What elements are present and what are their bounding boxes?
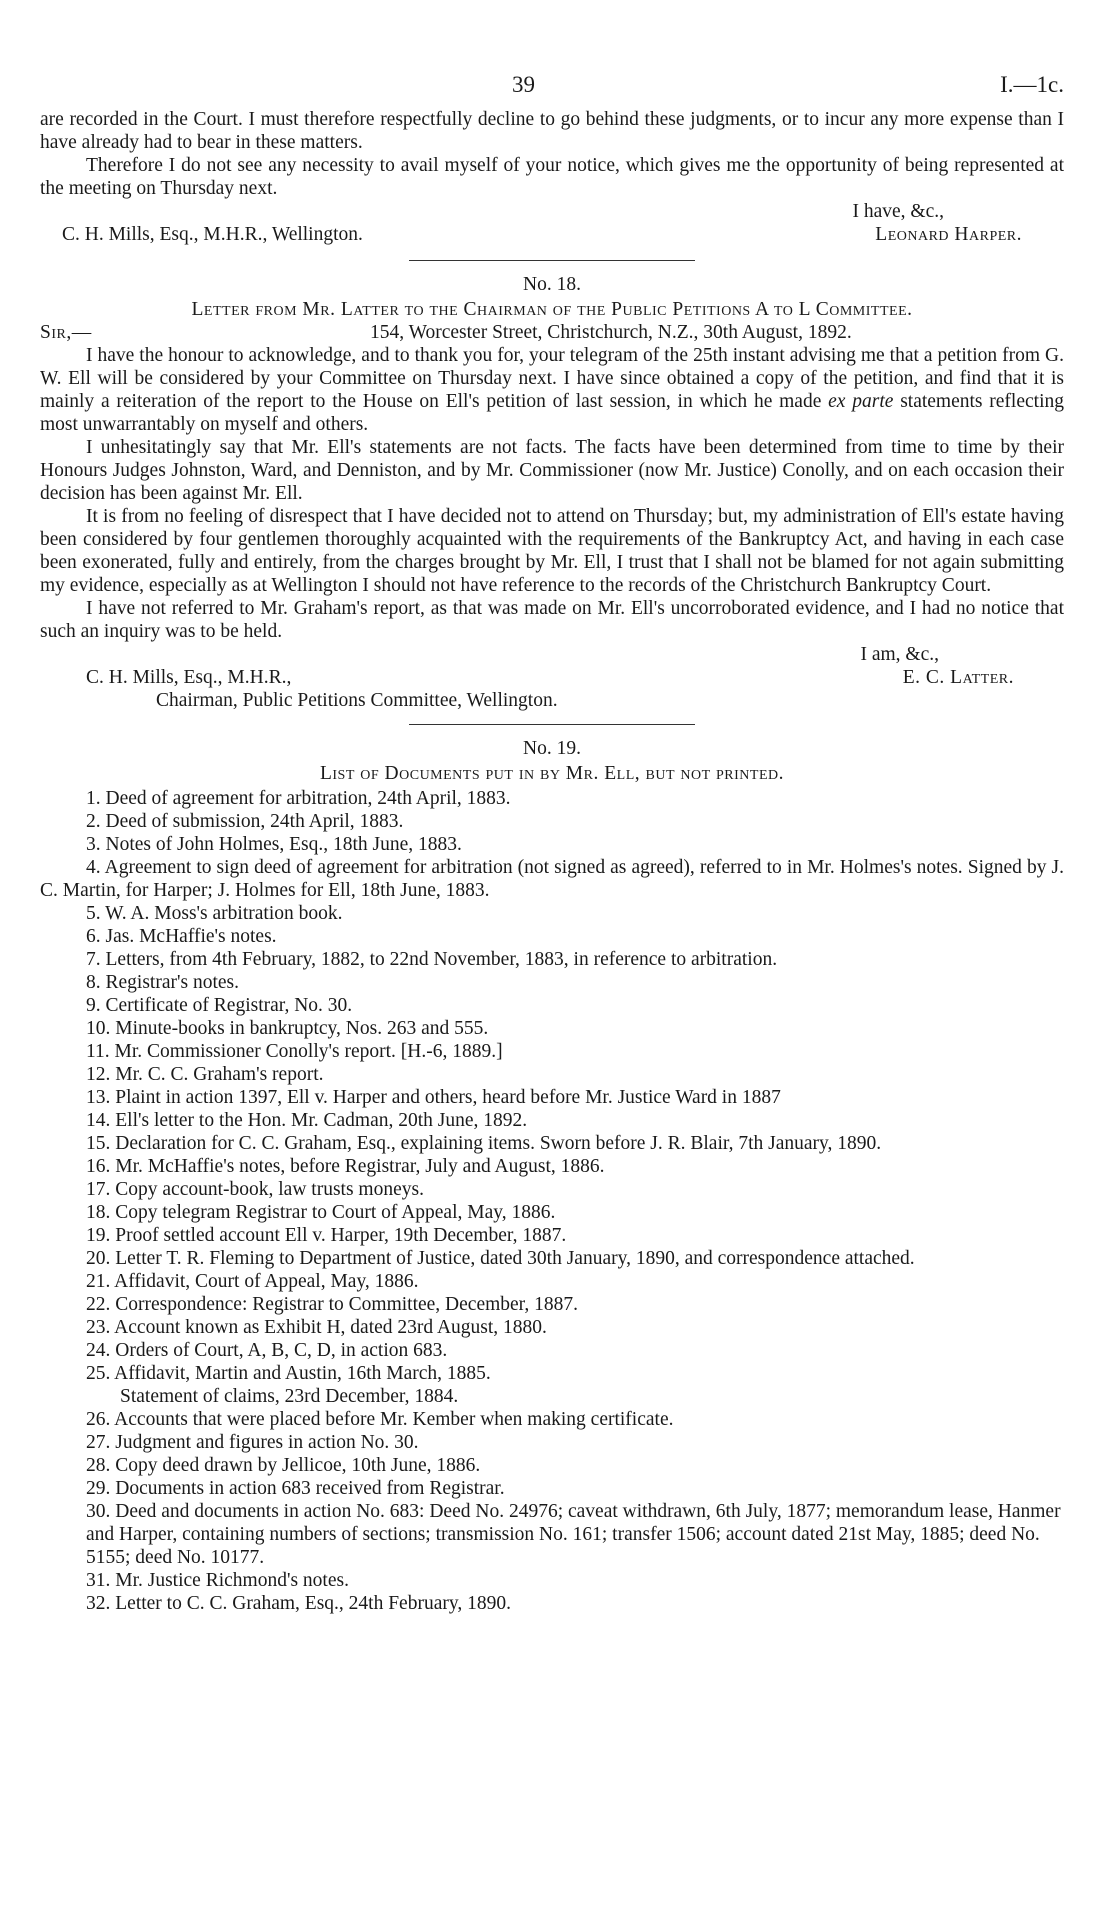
document-list-item: 32. Letter to C. C. Graham, Esq., 24th February, 1890. — [86, 1593, 511, 1614]
document-list-item: 27. Judgment and figures in action No. 30. — [86, 1432, 419, 1453]
harper-paragraph-1: are recorded in the Court. I must therefore respectfully decline to go behind these judgments, or to incur any more expense than I have already had to bear in these matters. — [40, 109, 1064, 153]
paper-reference: I.—1c. — [1000, 72, 1064, 97]
list-19 — [40, 737, 1064, 1615]
page-header — [40, 0, 1064, 108]
harper-paragraph-2: Therefore I do not see any necessity to avail myself of your notice, which gives me the opportunity of being represented at the meeting on Thursday next. — [40, 155, 1064, 199]
letter-18-paragraph-1-text: I have the honour to acknowledge, and to thank you for, your telegram of the 25th instant advising me that a petition from G. W. Ell will be considered by your Committee on Thursday next. I have since obtained a copy of the petition, and find that it is mainly a reiteration of the report to the House on Ell's petition of last session, in which he made — [40, 345, 1064, 412]
document-list-item: 23. Account known as Exhibit H, dated 23rd August, 1880. — [86, 1317, 547, 1338]
document-list-item: 30. Deed and documents in action No. 683: Deed No. 24976; caveat withdrawn, 6th July, 1877; memorandum lease, Hanmer and Harper, containing numbers of sections; transmission No. 161; transfer 1506; account dated 21st May, 1885; deed No. 5155; deed No. 10177. — [86, 1501, 1061, 1568]
document-list-item: 31. Mr. Justice Richmond's notes. — [86, 1570, 349, 1591]
letter-18-signature-row — [40, 666, 1064, 689]
harper-signature-row — [40, 223, 1064, 246]
document-list-item: 15. Declaration for C. C. Graham, Esq., explaining items. Sworn before J. R. Blair, 7th January, 1890. — [86, 1133, 882, 1154]
document-list-item: 28. Copy deed drawn by Jellicoe, 10th June, 1886. — [86, 1455, 481, 1476]
harper-addressee: C. H. Mills, Esq., M.H.R., Wellington. — [62, 224, 363, 245]
document-list-item: 12. Mr. C. C. Graham's report. — [86, 1064, 324, 1085]
harper-letter-end — [40, 108, 1064, 246]
document-list-item: 21. Affidavit, Court of Appeal, May, 1886. — [86, 1271, 419, 1292]
letter-18-paragraph-1 — [40, 344, 1064, 436]
letter-18-address-date: 154, Worcester Street, Christchurch, N.Z., 30th August, 1892. — [370, 322, 852, 343]
document-page — [40, 0, 1064, 1615]
document-list-item: 8. Registrar's notes. — [86, 972, 239, 993]
letter-18-addressee-row-2 — [40, 689, 1064, 712]
letter-18-paragraph-3: It is from no feeling of disrespect that I have decided not to attend on Thursday; but, my administration of Ell's estate having been considered by four gentlemen thoroughly acquainted with the requirements of the Bankruptcy Act, and having in each case been exonerated, fully and entirely, from the charges brought by Mr. Ell, I trust that I shall not be blamed for not again submitting my evidence, especially as at Wellington I should not have reference to the records of the Christchurch Bankruptcy Court. — [40, 506, 1064, 596]
letter-18-closing: I am, &c., — [860, 644, 939, 665]
document-list-item: 22. Correspondence: Registrar to Committee, December, 1887. — [86, 1294, 579, 1315]
document-list-item: 20. Letter T. R. Fleming to Department of Justice, dated 30th January, 1890, and correspondence attached. — [86, 1248, 915, 1269]
document-list-item: 11. Mr. Commissioner Conolly's report. [H.-6, 1889.] — [86, 1041, 503, 1062]
document-list-item: 9. Certificate of Registrar, No. 30. — [86, 995, 353, 1016]
section-divider — [409, 260, 695, 261]
document-list-item: 4. Agreement to sign deed of agreement for arbitration (not signed as agreed), referred to in Mr. Holmes's notes. Signed by J. C. Martin, for Harper; J. Holmes for Ell, 18th June, 1883. — [40, 857, 1064, 901]
letter-18-paragraph-4: I have not referred to Mr. Graham's report, as that was made on Mr. Ell's uncorroborated evidence, and I had no notice that such an inquiry was to be held. — [40, 598, 1064, 642]
document-list-item: 5. W. A. Moss's arbitration book. — [86, 903, 343, 924]
document-list-item: 17. Copy account-book, law trusts moneys. — [86, 1179, 424, 1200]
letter-18-paragraph-1-text-end: statements reflecting most unwarrantably on myself and others. — [40, 391, 1064, 435]
harper-closing: I have, &c., — [852, 201, 944, 222]
document-list-item: 16. Mr. McHaffie's notes, before Registrar, July and August, 1886. — [86, 1156, 605, 1177]
document-list-item: 25. Affidavit, Martin and Austin, 16th March, 1885. — [86, 1363, 491, 1384]
document-list-item: 18. Copy telegram Registrar to Court of Appeal, May, 1886. — [86, 1202, 556, 1223]
document-list-item: 10. Minute-books in bankruptcy, Nos. 263 and 555. — [86, 1018, 489, 1039]
document-list-item: 2. Deed of submission, 24th April, 1883. — [86, 811, 404, 832]
document-list-item: 24. Orders of Court, A, B, C, D, in action 683. — [86, 1340, 448, 1361]
ex-parte-italic: ex parte — [828, 391, 894, 412]
document-list-item: 14. Ell's letter to the Hon. Mr. Cadman, 20th June, 1892. — [86, 1110, 528, 1131]
letter-18-number: No. 18. — [523, 274, 581, 295]
document-list-item: 26. Accounts that were placed before Mr. Kember when making certificate. — [86, 1409, 674, 1430]
letter-18-salutation: Sir,— — [40, 322, 92, 343]
letter-18-addressee: C. H. Mills, Esq., M.H.R., — [86, 667, 292, 688]
document-list-item: 6. Jas. McHaffie's notes. — [86, 926, 277, 947]
letter-18-addressee-2: Chairman, Public Petitions Committee, Wellington. — [156, 690, 558, 711]
document-list — [40, 787, 1064, 1615]
document-list-item: 19. Proof settled account Ell v. Harper, 19th December, 1887. — [86, 1225, 567, 1246]
letter-18-title: Letter from Mr. Latter to the Chairman of the Public Petitions A to L Committee. — [191, 299, 913, 320]
document-list-item: 13. Plaint in action 1397, Ell v. Harper and others, heard before Mr. Justice Ward in 1887 — [86, 1087, 781, 1108]
document-list-item: 29. Documents in action 683 received from Registrar. — [86, 1478, 505, 1499]
letter-18-heading-row — [40, 321, 1064, 344]
page-number: 39 — [512, 72, 535, 97]
harper-signature: Leonard Harper. — [875, 224, 1022, 245]
document-list-item: 3. Notes of John Holmes, Esq., 18th June, 1883. — [86, 834, 462, 855]
document-list-item: Statement of claims, 23rd December, 1884. — [120, 1386, 459, 1407]
letter-18 — [40, 273, 1064, 712]
list-19-number: No. 19. — [523, 738, 581, 759]
document-list-item: 7. Letters, from 4th February, 1882, to 22nd November, 1883, in reference to arbitration. — [86, 949, 778, 970]
document-list-item: 1. Deed of agreement for arbitration, 24th April, 1883. — [86, 788, 511, 809]
harper-closing-row — [40, 200, 1064, 223]
letter-18-signature: E. C. Latter. — [902, 667, 1014, 688]
letter-18-paragraph-2: I unhesitatingly say that Mr. Ell's statements are not facts. The facts have been determined from time to time by their Honours Judges Johnston, Ward, and Denniston, and by Mr. Commissioner (now Mr. Justice) Conolly, and on each occasion their decision has been against Mr. Ell. — [40, 437, 1064, 504]
section-divider-2 — [409, 724, 695, 725]
letter-18-closing-row — [40, 643, 1064, 666]
list-19-title: List of Documents put in by Mr. Ell, but not printed. — [319, 763, 784, 784]
